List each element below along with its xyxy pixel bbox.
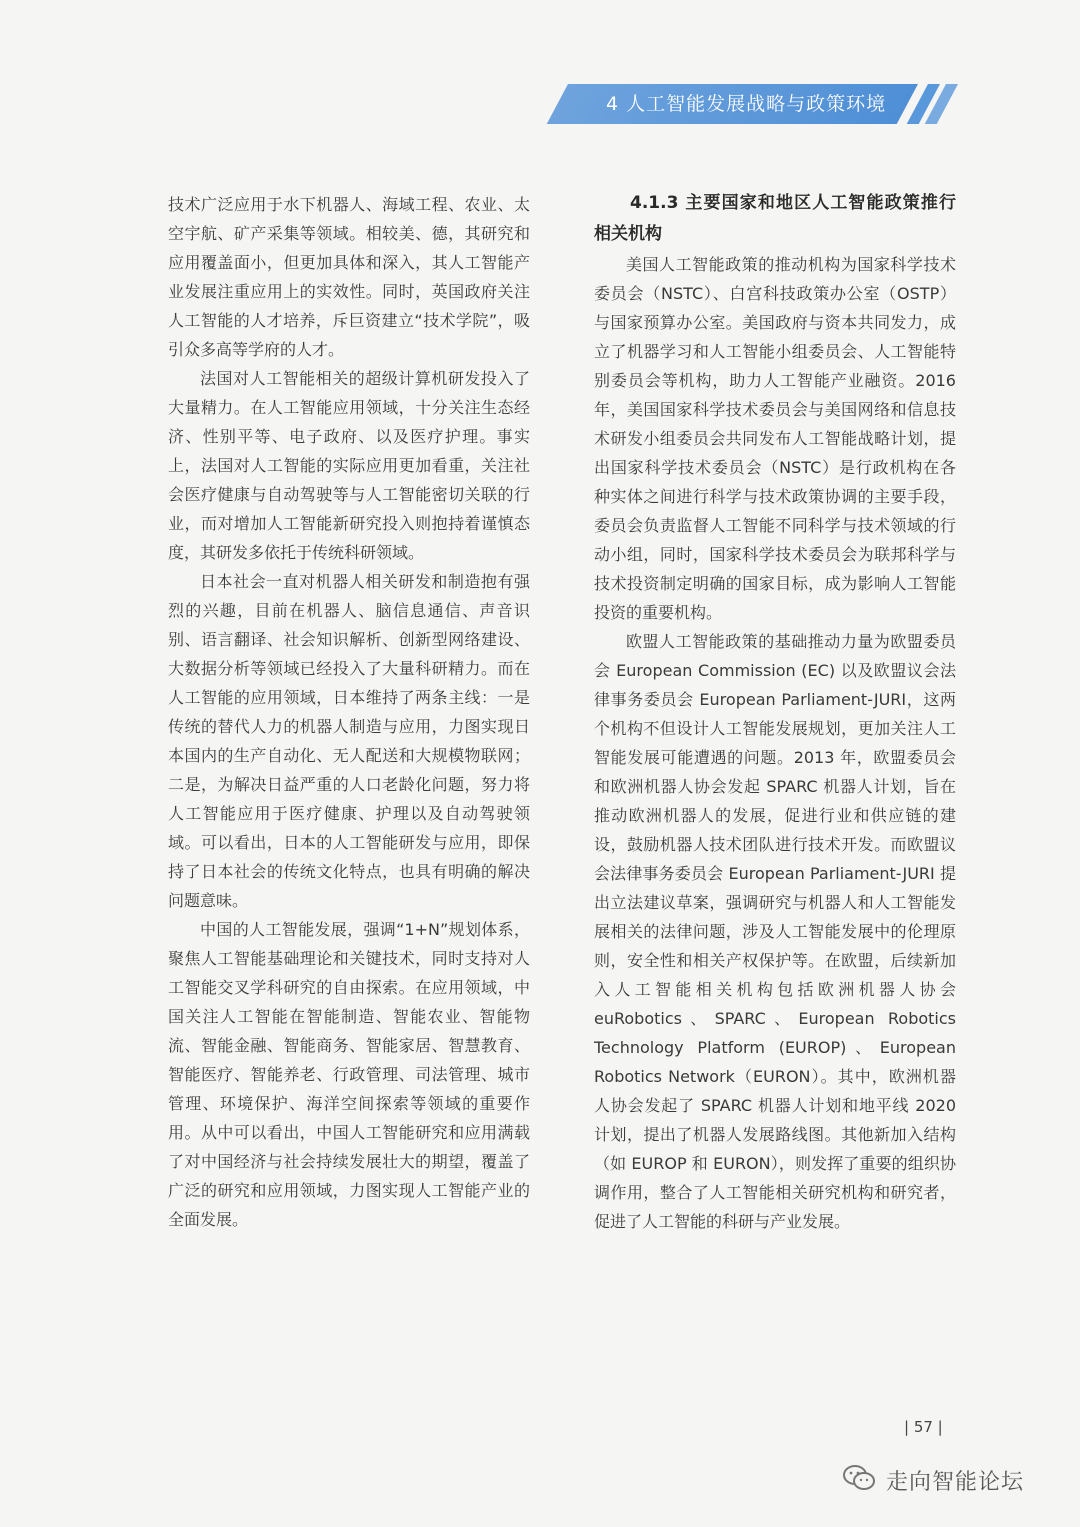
section-heading: 4.1.3 主要国家和地区人工智能政策推行相关机构 — [594, 193, 956, 244]
paragraph: 美国人工智能政策的推动机构为国家科学技术委员会（NSTC）、白宫科技政策办公室（OSTP）与国家预算办公室。美国政府与资本共同发力，成立了机器学习和人工智能小组委员会、人工智能特别委员会等机构，助力人工智能产业融资。2016 年，美国国家科学技术委员会与美国网络和信息技术研发小组委员会共同发布人工智能战略计划，提出国家科学技术委员会（NSTC）是行政机构在各种实体之间进行科学与技术政策协调的主要手段，委员会负责监督人工智能不同科学与技术领域的行动小组，同时，国家科学技术委员会为联邦科学与技术投资制定明确的国家目标，成为影响人工智能投资的重要机构。 — [594, 255, 956, 622]
left-column — [168, 190, 530, 1234]
paragraph: 法国对人工智能相关的超级计算机研发投入了大量精力。在人工智能应用领域，十分关注生态经济、性别平等、电子政府、以及医疗护理。事实上，法国对人工智能的实际应用更加看重，关注社会医疗健康与自动驾驶等与人工智能密切关联的行业，而对增加人工智能新研究投入则抱持着谨慎态度，其研发多依托于传统科研领域。 — [168, 369, 530, 562]
paragraph: 中国的人工智能发展，强调“1+N”规划体系，聚焦人工智能基础理论和关键技术，同时支持对人工智能交叉学科研究的自由探索。在应用领域，中国关注人工智能在智能制造、智能农业、智能物流、智能金融、智能商务、智能家居、智慧教育、智能医疗、智能养老、行政管理、司法管理、城市管理、环境保护、海洋空间探索等领域的重要作用。从中可以看出，中国人工智能研究和应用满载了对中国经济与社会持续发展壮大的期望，覆盖了广泛的研究和应用领域，力图实现人工智能产业的全面发展。 — [168, 920, 530, 1229]
paragraph: 日本社会一直对机器人相关研发和制造抱有强烈的兴趣，目前在机器人、脑信息通信、声音识别、语言翻译、社会知识解析、创新型网络建设、大数据分析等领域已经投入了大量科研精力。而在人工智能的应用领域，日本维持了两条主线：一是传统的替代人力的机器人制造与应用，力图实现日本国内的生产自动化、无人配送和大规模物联网；二是，为解决日益严重的人口老龄化问题，努力将人工智能应用于医疗健康、护理以及自动驾驶领域。可以看出，日本的人工智能研发与应用，即保持了日本社会的传统文化特点，也具有明确的解决问题意味。 — [168, 572, 530, 910]
page-number: | 57 | — [904, 1418, 943, 1436]
watermark — [842, 1460, 1024, 1500]
chapter-title: 4 人工智能发展战略与政策环境 — [606, 93, 887, 115]
wechat-icon — [842, 1463, 876, 1497]
paragraph: 欧盟人工智能政策的基础推动力量为欧盟委员会 European Commission (EC) 以及欧盟议会法律事务委员会 European Parliament-JURI，这两个机构不但设计人工智能发展规划，更加关注人工智能发展可能遭遇的问题。2013 年，欧盟委员会和欧洲机器人协会发起 SPARC 机器人计划，旨在推动欧洲机器人的发展，促进行业和供应链的建设，鼓励机器人技术团队进行技术开发。而欧盟议会法律事务委员会 European Parliament-JURI 提出立法建议草案，强调研究与机器人和人工智能发展相关的法律问题，涉及人工智能发展中的伦理原则，安全性和相关产权保护等。在欧盟，后续新加入人工智能相关机构包括欧洲机器人协会 euRobotics、SPARC、European Robotics Technology Platform (EUROP)、European Robotics Network（EURON）。其中，欧洲机器人协会发起了 SPARC 机器人计划和地平线 2020 计划，提出了机器人发展路线图。其他新加入结构（如 EUROP 和 EURON），则发挥了重要的组织协调作用，整合了人工智能相关研究机构和研究者，促进了人工智能的科研与产业发展。 — [594, 632, 956, 1231]
right-column — [594, 188, 956, 1236]
paragraph: 技术广泛应用于水下机器人、海域工程、农业、太空宇航、矿产采集等领域。相较美、德，其研究和应用覆盖面小，但更加具体和深入，其人工智能产业发展注重应用上的实效性。同时，英国政府关注人工智能的人才培养，斥巨资建立“技术学院”，吸引众多高等学府的人才。 — [168, 195, 530, 359]
watermark-text: 走向智能论坛 — [886, 1469, 1025, 1495]
